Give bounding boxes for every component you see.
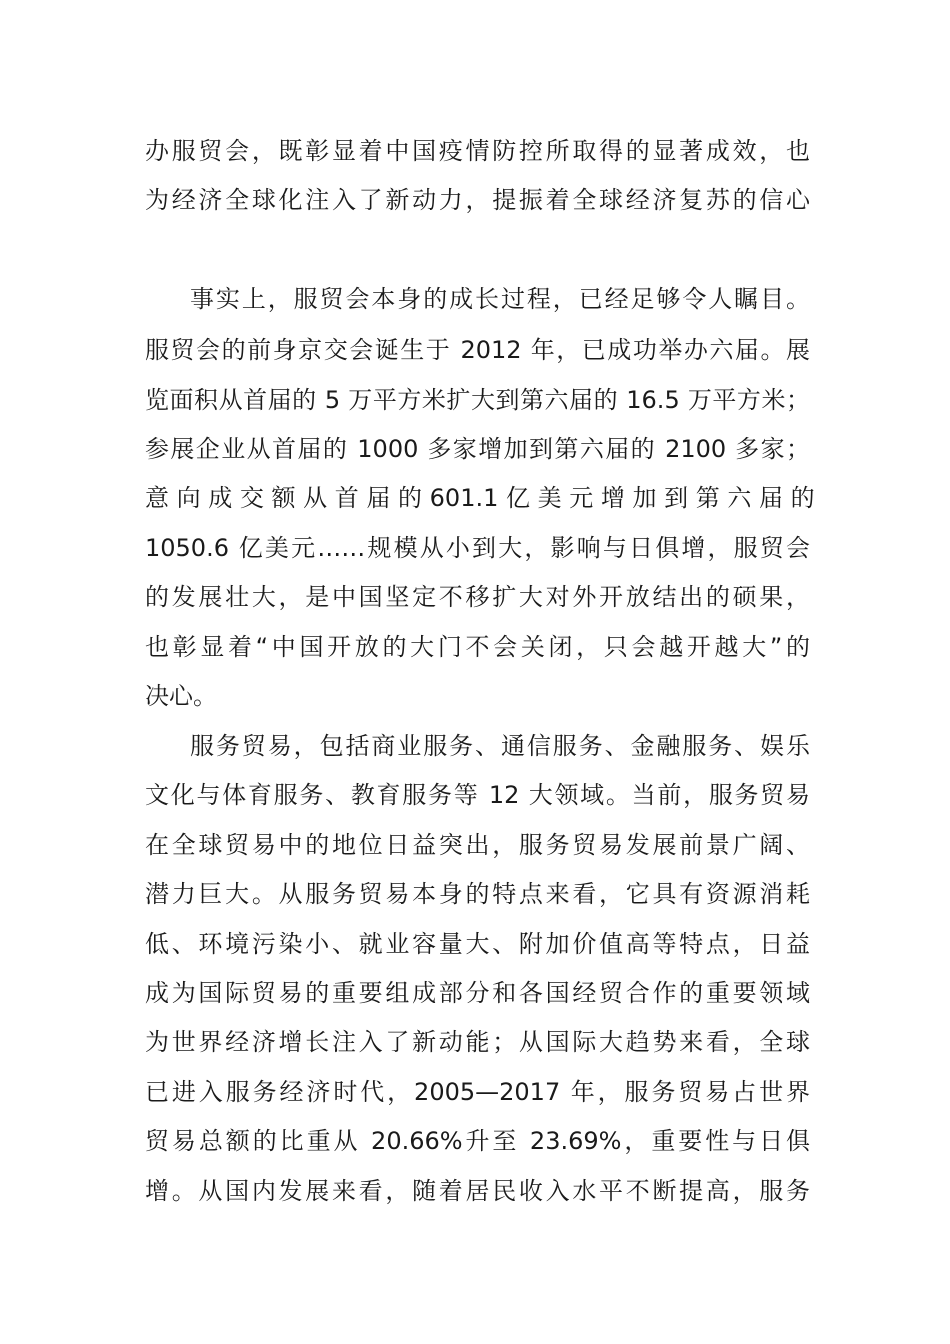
text-line: 为经济全球化注入了新动力，提振着全球经济复苏的信心 <box>145 186 810 214</box>
text-line: 参展企业从首届的 1000 多家增加到第六届的 2100 多家； <box>145 435 810 463</box>
text-line: 已进入服务经济时代，2005—2017 年，服务贸易占世界 <box>145 1078 810 1106</box>
text-line: 1050.6 亿美元……规模从小到大，影响与日俱增，服贸会 <box>145 534 810 562</box>
text-line: 成为国际贸易的重要组成部分和各国经贸合作的重要领域 <box>145 979 810 1007</box>
text-line: 在全球贸易中的地位日益突出，服务贸易发展前景广阔、 <box>145 831 810 859</box>
text-line: 的发展壮大，是中国坚定不移扩大对外开放结出的硕果， <box>145 583 810 611</box>
text-line: 事实上，服贸会本身的成长过程，已经足够令人瞩目。 <box>190 285 810 313</box>
text-line: 办服贸会，既彰显着中国疫情防控所取得的显著成效，也 <box>145 137 810 165</box>
text-line: 览面积从首届的 5 万平方米扩大到第六届的 16.5 万平方米； <box>145 386 810 414</box>
text-line: 为世界经济增长注入了新动能；从国际大趋势来看，全球 <box>145 1028 810 1056</box>
text-line: 服贸会的前身京交会诞生于 2012 年，已成功举办六届。展 <box>145 336 810 364</box>
text-line: 潜力巨大。从服务贸易本身的特点来看，它具有资源消耗 <box>145 880 810 908</box>
text-line: 意 向 成 交 额 从 首 届 的 601.1 亿 美 元 增 加 到 第 六 届 的 <box>145 484 815 512</box>
text-line: 低、环境污染小、就业容量大、附加价值高等特点，日益 <box>145 930 810 958</box>
text-line: 增。从国内发展来看，随着居民收入水平不断提高，服务 <box>145 1177 810 1205</box>
text-line: 也彰显着“中国开放的大门不会关闭，只会越开越大”的 <box>145 633 810 661</box>
text-line: 决心。 <box>145 682 217 710</box>
text-line: 服务贸易，包括商业服务、通信服务、金融服务、娱乐 <box>190 732 810 760</box>
text-line: 贸易总额的比重从 20.66%升至 23.69%，重要性与日俱 <box>145 1127 810 1155</box>
text-line: 文化与体育服务、教育服务等 12 大领域。当前，服务贸易 <box>145 781 810 809</box>
